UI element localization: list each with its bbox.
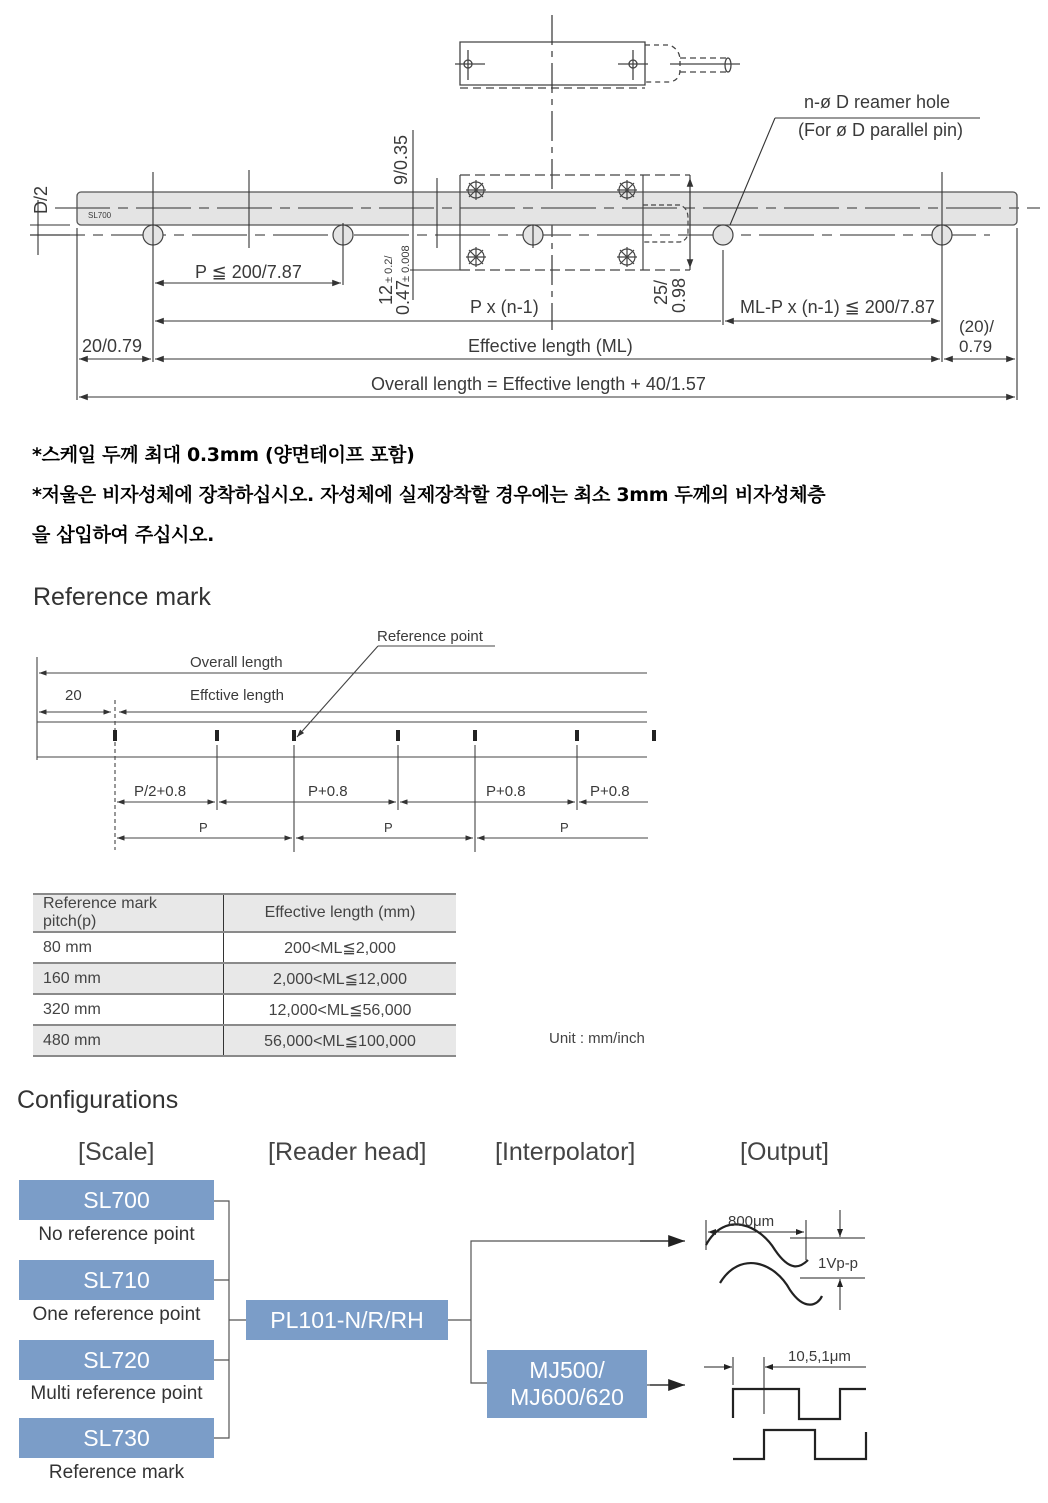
- header-effective-length: Effective length (mm): [224, 894, 457, 932]
- unit-label: Unit : mm/inch: [549, 1030, 645, 1047]
- note-mounting: *저울은 비자성체에 장착하십시오. 자성체에 실제장착할 경우에는 최소 3mm 두께의 비자성체층: [32, 484, 826, 506]
- reference-marks: [113, 730, 656, 741]
- cell-range: 2,000<ML≦12,000: [224, 963, 457, 994]
- scale-sl730-desc: Reference mark: [48, 1462, 185, 1483]
- hole-label-1: n-ø D reamer hole: [804, 92, 951, 112]
- sine-amplitude-label: 1Vp-p: [818, 1255, 859, 1272]
- pitch-p: P: [199, 820, 208, 835]
- reference-pitch-table: [33, 893, 456, 1057]
- dim-d-half: D/2: [31, 185, 51, 214]
- offset-label: 20: [65, 687, 82, 704]
- screw-icon: [617, 180, 637, 200]
- interpolator-line-2: MJ600/620: [510, 1384, 624, 1410]
- reference-mark-title: Reference mark: [33, 583, 211, 611]
- table-row: [33, 1025, 456, 1056]
- dim-047-tol: ± 0.008: [400, 245, 412, 282]
- dim-p2: P/2+0.8: [134, 783, 187, 800]
- dim-12: 12: [376, 284, 396, 305]
- cell-range: 200<ML≦2,000: [224, 932, 457, 963]
- table-header-row: [33, 894, 456, 932]
- cell-pitch: 160 mm: [33, 963, 224, 994]
- reader-head-box: PL101-N/R/RH: [246, 1300, 448, 1340]
- column-output: [Output]: [740, 1138, 829, 1166]
- dim-098: 0.98: [669, 277, 689, 313]
- table-row: [33, 963, 456, 994]
- dim-p-plus: P+0.8: [590, 783, 630, 800]
- screw-icon: [466, 247, 486, 267]
- note-thickness: *스케일 두께 최대 0.3mm (양면테이프 포함): [32, 444, 415, 466]
- reader-head-top-view: [455, 42, 740, 88]
- pitch-p: P: [384, 820, 393, 835]
- pitch-p: P: [560, 820, 569, 835]
- screw-icon: [617, 247, 637, 267]
- header-pitch: Reference mark pitch(p): [33, 894, 224, 932]
- table-row: [33, 994, 456, 1025]
- dim-end-left: 20/0.79: [82, 336, 143, 356]
- dim-p-plus: P+0.8: [308, 783, 348, 800]
- cell-pitch: 480 mm: [33, 1025, 224, 1056]
- scale-sl710: SL710: [19, 1260, 214, 1300]
- dim-12-tol: ± 0.2/: [383, 255, 395, 283]
- cell-range: 12,000<ML≦56,000: [224, 994, 457, 1025]
- scale-sl710-desc: One reference point: [32, 1304, 201, 1325]
- column-scale: [Scale]: [78, 1138, 155, 1166]
- column-interpolator: [Interpolator]: [495, 1138, 636, 1166]
- dim-25: 25/: [651, 279, 671, 305]
- dim-p-n: P x (n-1): [470, 297, 539, 317]
- dim-9: 9/0.35: [391, 134, 411, 185]
- square-resolution-label: 10,5,1μm: [788, 1348, 851, 1365]
- hole-label-2: (For ø D parallel pin): [798, 120, 964, 140]
- cell-pitch: 320 mm: [33, 994, 224, 1025]
- scale-sl720-desc: Multi reference point: [30, 1383, 203, 1404]
- configurations-title: Configurations: [17, 1086, 179, 1114]
- dim-effective: Effective length (ML): [468, 336, 633, 356]
- scale-sl700: SL700: [19, 1180, 214, 1220]
- cell-range: 56,000<ML≦100,000: [224, 1025, 457, 1056]
- table-row: [33, 932, 456, 963]
- interpolator-line-1: MJ500/: [529, 1357, 605, 1383]
- dim-p-plus: P+0.8: [486, 783, 526, 800]
- column-reader-head: [Reader head]: [268, 1138, 427, 1166]
- square-wave-output: [704, 1357, 866, 1459]
- dim-overall: Overall length = Effective length + 40/1.57: [371, 374, 706, 394]
- cell-pitch: 80 mm: [33, 932, 224, 963]
- effective-length-label: Effctive length: [190, 687, 284, 704]
- sine-period-label: 800μm: [728, 1213, 775, 1230]
- dim-ml-p: ML-P x (n-1) ≦ 200/7.87: [740, 297, 935, 317]
- scale-sl720: SL720: [19, 1340, 214, 1380]
- reference-mark-diagram: [0, 620, 680, 860]
- scale-dimension-drawing: [0, 0, 1048, 410]
- screw-icon: [466, 180, 486, 200]
- dim-end-right-1: (20)/: [959, 317, 994, 336]
- dim-end-right-2: 0.79: [959, 337, 993, 356]
- scale-model-label: SL700: [88, 211, 112, 220]
- scale-sl730: SL730: [19, 1418, 214, 1458]
- interpolator-box: [487, 1350, 647, 1418]
- dim-047: 0.47: [393, 279, 413, 315]
- overall-length-label: Overall length: [190, 654, 283, 671]
- reference-point-label: Reference point: [377, 628, 483, 645]
- scale-sl700-desc: No reference point: [38, 1224, 195, 1245]
- note-mounting-cont: 을 삽입하여 주십시오.: [32, 524, 215, 546]
- dim-pitch: P ≦ 200/7.87: [195, 262, 302, 282]
